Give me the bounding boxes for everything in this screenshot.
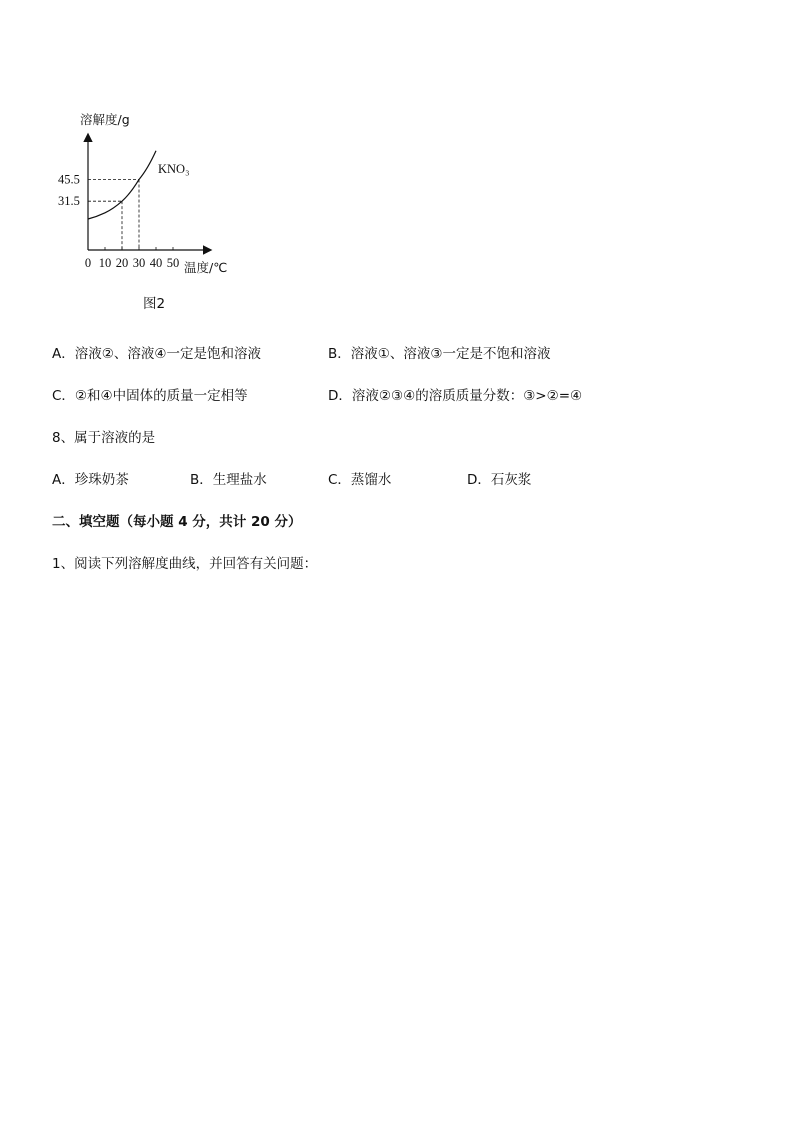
kno3-series-label: KNO₃ xyxy=(158,162,190,176)
q7-option-b: B．溶液①、溶液③一定是不饱和溶液 xyxy=(328,346,551,362)
y-axis-label: 溶解度/g xyxy=(80,112,130,127)
x-tick-label: 0 xyxy=(84,256,92,270)
q8-option-b: B．生理盐水 xyxy=(190,472,267,488)
q7-option-d: D．溶液②③④的溶质质量分数：③>②=④ xyxy=(328,388,583,404)
x-tick-label: 10 xyxy=(98,256,112,270)
y-tick-label: 31.5 xyxy=(58,194,80,209)
x-tick-label: 50 xyxy=(166,256,180,270)
q8-option-c: C．蒸馏水 xyxy=(328,472,392,488)
q8-option-a: A．珍珠奶茶 xyxy=(52,472,129,488)
x-axis-label: 温度/℃ xyxy=(184,260,228,275)
y-tick-label: 45.5 xyxy=(58,172,80,187)
x-tick-label: 30 xyxy=(132,256,146,270)
section-heading: 二、填空题（每小题 4 分，共计 20 分） xyxy=(52,514,302,530)
x-tick-label: 40 xyxy=(149,256,163,270)
q8-stem: 8、属于溶液的是 xyxy=(52,430,156,446)
q8-option-d: D．石灰浆 xyxy=(467,472,532,488)
x-tick-label: 20 xyxy=(115,256,129,270)
q7-option-a: A．溶液②、溶液④一定是饱和溶液 xyxy=(52,346,261,362)
q1-stem: 1、阅读下列溶解度曲线，并回答有关问题： xyxy=(52,556,318,572)
q7-option-c: C．②和④中固体的质量一定相等 xyxy=(52,388,248,404)
figure-caption: 图2 xyxy=(143,296,166,312)
solubility-chart xyxy=(50,100,250,320)
